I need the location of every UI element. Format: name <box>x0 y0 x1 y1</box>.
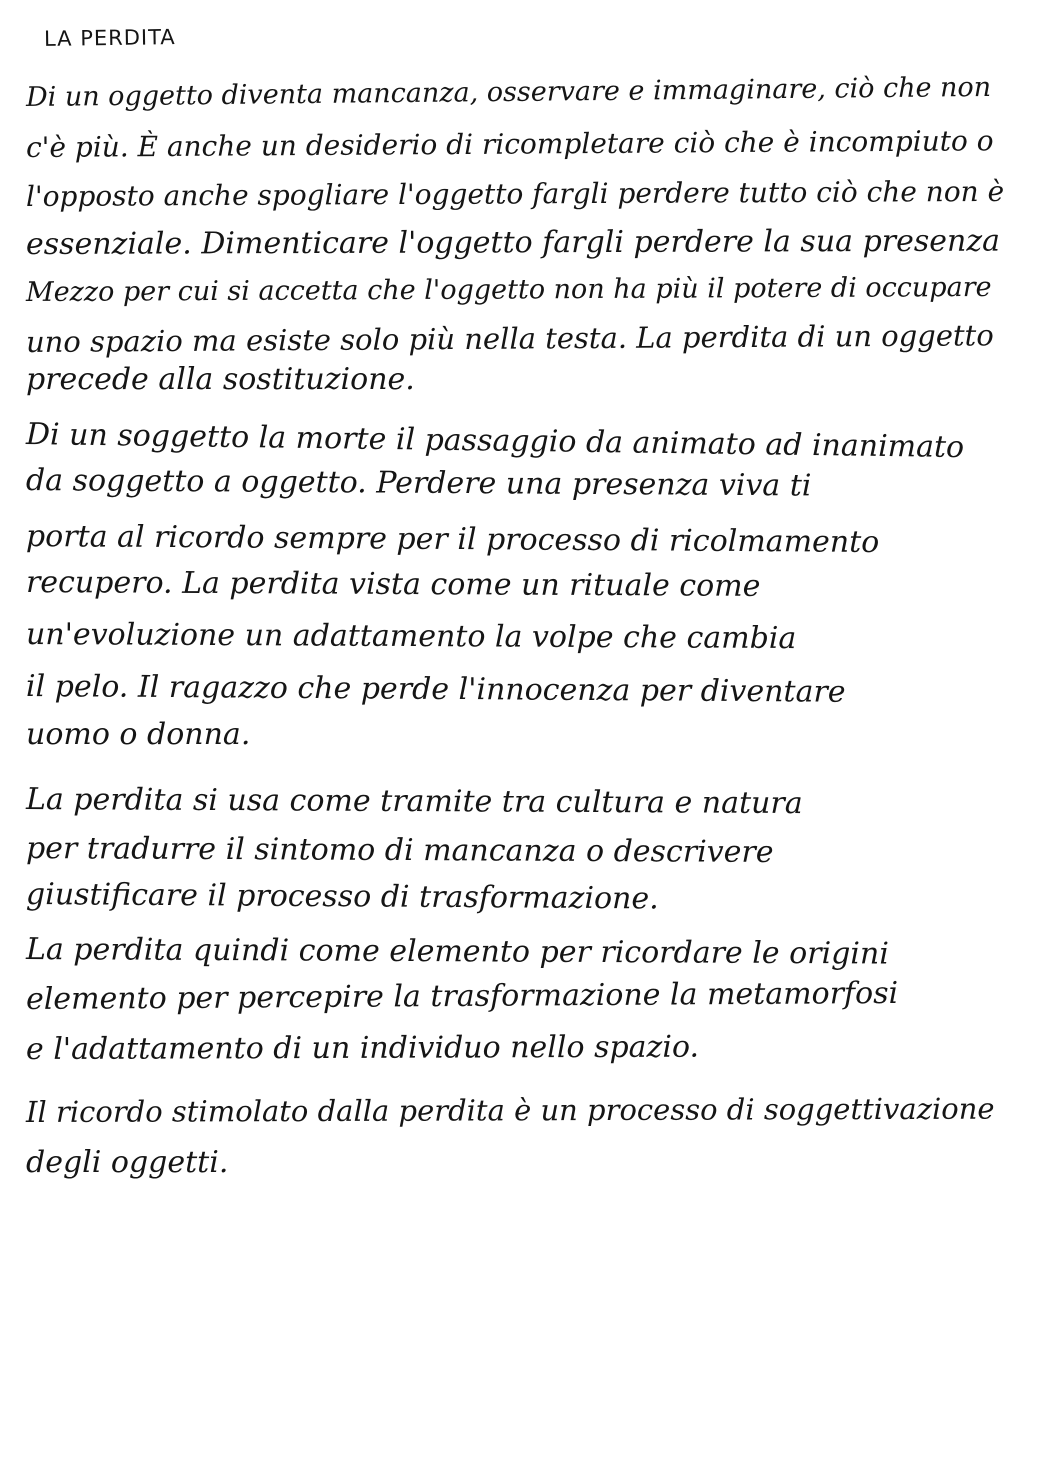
text-line: Il ricordo stimolato dalla perdita è un processo di soggettivazione <box>25 1091 995 1129</box>
text-line: elemento per percepire la trasformazione la metamorfosi <box>25 975 899 1017</box>
text-line: e l'adattamento di un individuo nello spazio. <box>25 1029 700 1067</box>
text-line: Di un oggetto diventa mancanza, osservare e immaginare, ciò che non <box>25 71 992 113</box>
text-line: recupero. La perdita vista come un rituale come <box>25 565 761 604</box>
text-line: porta al ricordo sempre per il processo di ricolmamento <box>25 519 880 560</box>
text-line: l'opposto anche spogliare l'oggetto fargli perdere tutto ciò che non è <box>25 174 1005 213</box>
text-line: precede alla sostituzione. <box>26 362 415 397</box>
text-line: uno spazio ma esiste solo più nella testa. La perdita di un oggetto <box>25 318 994 359</box>
text-line: degli oggetti. <box>26 1145 229 1180</box>
text-line: il pelo. Il ragazzo che perde l'innocenza per diventare <box>25 669 846 710</box>
text-line: essenziale. Dimenticare l'oggetto fargli perdere la sua presenza <box>25 223 1001 262</box>
text-line: c'è più. È anche un desiderio di ricompletare ciò che è incompiuto o <box>25 124 994 164</box>
text-line: giustificare il processo di trasformazione. <box>25 877 659 917</box>
text-line: La perdita quindi come elemento per ricordare le origini <box>25 932 889 972</box>
text-line: La perdita si usa come tramite tra cultura e natura <box>25 782 803 822</box>
text-line: Di un soggetto la morte il passaggio da animato ad inanimato <box>25 417 965 466</box>
text-line: da soggetto a oggetto. Perdere una presenza viva ti <box>25 463 812 504</box>
text-line: per tradurre il sintomo di mancanza o descrivere <box>25 831 774 870</box>
text-line: un'evoluzione un adattamento la volpe che cambia <box>25 617 797 657</box>
page-title: LA PERDITA <box>43 25 176 51</box>
text-line: uomo o donna. <box>26 717 251 752</box>
text-line: Mezzo per cui si accetta che l'oggetto non ha più il potere di occupare <box>25 271 992 308</box>
